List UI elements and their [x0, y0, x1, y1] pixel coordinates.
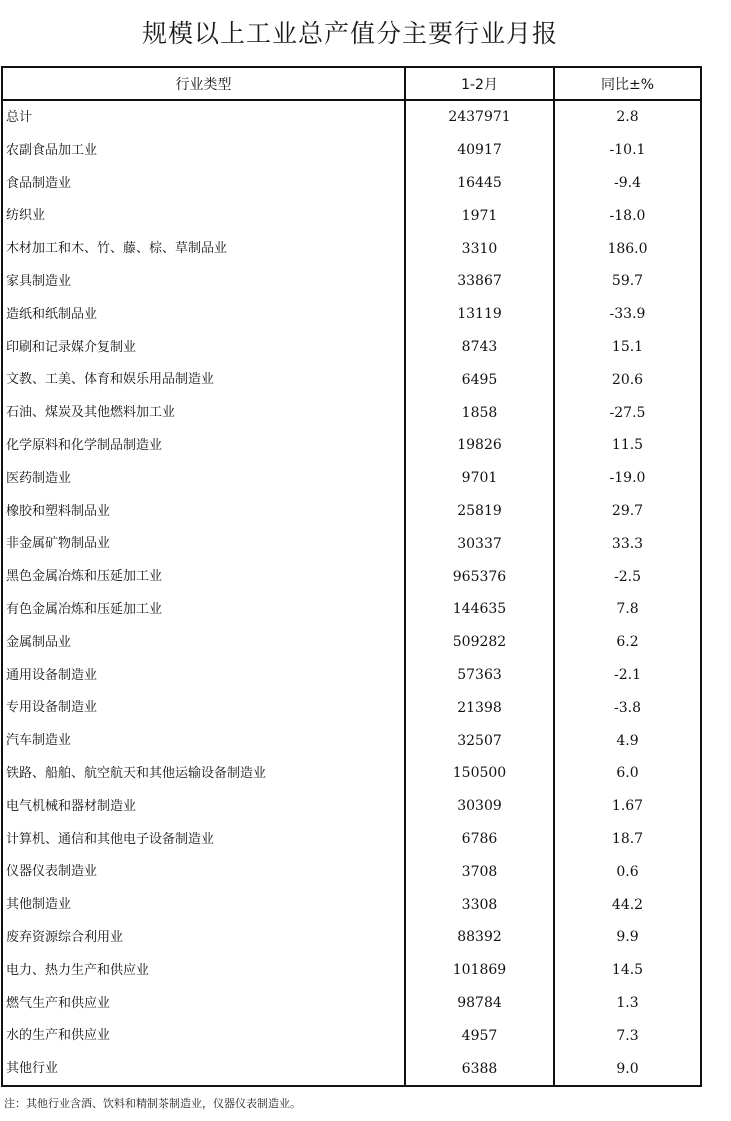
yoy-change-cell: 0.6 — [554, 855, 701, 888]
yoy-change-cell: 6.0 — [554, 757, 701, 790]
yoy-change-cell: -3.8 — [554, 691, 701, 724]
table-row — [2, 199, 701, 232]
table-row — [2, 462, 701, 495]
output-value-cell: 965376 — [405, 560, 554, 593]
page-title: 规模以上工业总产值分主要行业月报 — [141, 19, 558, 48]
table-row — [2, 1052, 701, 1086]
industry-output-table — [1, 66, 702, 1087]
yoy-change-cell: 33.3 — [554, 527, 701, 560]
yoy-change-cell: -33.9 — [554, 298, 701, 331]
output-value-cell: 3308 — [405, 888, 554, 921]
output-value-cell: 9701 — [405, 462, 554, 495]
output-value-cell: 6786 — [405, 823, 554, 856]
output-value-cell: 150500 — [405, 757, 554, 790]
yoy-change-cell: 1.3 — [554, 987, 701, 1020]
yoy-change-cell: -2.5 — [554, 560, 701, 593]
table-row — [2, 855, 701, 888]
industry-name-cell: 纺织业 — [2, 199, 405, 232]
table-row — [2, 593, 701, 626]
industry-name-cell: 总计 — [2, 100, 405, 134]
yoy-change-cell: 15.1 — [554, 331, 701, 364]
table-row — [2, 790, 701, 823]
table-row — [2, 331, 701, 364]
output-value-cell: 144635 — [405, 593, 554, 626]
table-row — [2, 888, 701, 921]
output-value-cell: 19826 — [405, 429, 554, 462]
header-period: 1-2月 — [405, 67, 554, 100]
table-row — [2, 921, 701, 954]
yoy-change-cell: -19.0 — [554, 462, 701, 495]
yoy-change-cell: 7.8 — [554, 593, 701, 626]
output-value-cell: 21398 — [405, 691, 554, 724]
table-row — [2, 298, 701, 331]
industry-name-cell: 非金属矿物制品业 — [2, 527, 405, 560]
table-row — [2, 757, 701, 790]
output-value-cell: 1971 — [405, 199, 554, 232]
output-value-cell: 98784 — [405, 987, 554, 1020]
output-value-cell: 6495 — [405, 363, 554, 396]
table-row — [2, 560, 701, 593]
output-value-cell: 32507 — [405, 724, 554, 757]
industry-name-cell: 有色金属冶炼和压延加工业 — [2, 593, 405, 626]
output-value-cell: 101869 — [405, 954, 554, 987]
output-value-cell: 1858 — [405, 396, 554, 429]
table-row — [2, 527, 701, 560]
footnote: 注：其他行业含酒、饮料和精制茶制造业，仪器仪表制造业。 — [4, 1097, 301, 1110]
industry-name-cell: 石油、煤炭及其他燃料加工业 — [2, 396, 405, 429]
output-value-cell: 3310 — [405, 232, 554, 265]
output-value-cell: 16445 — [405, 167, 554, 200]
table-row — [2, 659, 701, 692]
industry-name-cell: 化学原料和化学制品制造业 — [2, 429, 405, 462]
industry-name-cell: 其他行业 — [2, 1052, 405, 1086]
yoy-change-cell: -27.5 — [554, 396, 701, 429]
header-yoy-change: 同比±% — [554, 67, 701, 100]
industry-name-cell: 金属制品业 — [2, 626, 405, 659]
yoy-change-cell: 29.7 — [554, 495, 701, 528]
output-value-cell: 57363 — [405, 659, 554, 692]
output-value-cell: 33867 — [405, 265, 554, 298]
yoy-change-cell: -2.1 — [554, 659, 701, 692]
table-row — [2, 363, 701, 396]
table-row — [2, 167, 701, 200]
table-row — [2, 823, 701, 856]
industry-name-cell: 铁路、船舶、航空航天和其他运输设备制造业 — [2, 757, 405, 790]
yoy-change-cell: 20.6 — [554, 363, 701, 396]
output-value-cell: 8743 — [405, 331, 554, 364]
industry-name-cell: 印刷和记录媒介复制业 — [2, 331, 405, 364]
industry-name-cell: 废弃资源综合利用业 — [2, 921, 405, 954]
industry-name-cell: 电力、热力生产和供应业 — [2, 954, 405, 987]
industry-name-cell: 水的生产和供应业 — [2, 1019, 405, 1052]
yoy-change-cell: 18.7 — [554, 823, 701, 856]
table-row — [2, 691, 701, 724]
industry-name-cell: 食品制造业 — [2, 167, 405, 200]
table-row — [2, 429, 701, 462]
output-value-cell: 25819 — [405, 495, 554, 528]
yoy-change-cell: 6.2 — [554, 626, 701, 659]
output-value-cell: 88392 — [405, 921, 554, 954]
industry-name-cell: 燃气生产和供应业 — [2, 987, 405, 1020]
yoy-change-cell: 4.9 — [554, 724, 701, 757]
industry-name-cell: 电气机械和器材制造业 — [2, 790, 405, 823]
industry-name-cell: 汽车制造业 — [2, 724, 405, 757]
yoy-change-cell: -18.0 — [554, 199, 701, 232]
yoy-change-cell: 7.3 — [554, 1019, 701, 1052]
table-row — [2, 232, 701, 265]
yoy-change-cell: 11.5 — [554, 429, 701, 462]
yoy-change-cell: -10.1 — [554, 134, 701, 167]
yoy-change-cell: 2.8 — [554, 100, 701, 134]
output-value-cell: 2437971 — [405, 100, 554, 134]
table-row — [2, 100, 701, 134]
table-row — [2, 987, 701, 1020]
table-row — [2, 1019, 701, 1052]
industry-name-cell: 黑色金属冶炼和压延加工业 — [2, 560, 405, 593]
industry-name-cell: 造纸和纸制品业 — [2, 298, 405, 331]
industry-name-cell: 仪器仪表制造业 — [2, 855, 405, 888]
yoy-change-cell: -9.4 — [554, 167, 701, 200]
table-row — [2, 954, 701, 987]
industry-name-cell: 通用设备制造业 — [2, 659, 405, 692]
table-row — [2, 495, 701, 528]
table-row — [2, 265, 701, 298]
industry-name-cell: 橡胶和塑料制品业 — [2, 495, 405, 528]
output-value-cell: 6388 — [405, 1052, 554, 1086]
yoy-change-cell: 9.9 — [554, 921, 701, 954]
header-industry-type: 行业类型 — [2, 67, 405, 100]
yoy-change-cell: 14.5 — [554, 954, 701, 987]
yoy-change-cell: 44.2 — [554, 888, 701, 921]
output-value-cell: 509282 — [405, 626, 554, 659]
industry-name-cell: 家具制造业 — [2, 265, 405, 298]
industry-name-cell: 文教、工美、体育和娱乐用品制造业 — [2, 363, 405, 396]
output-value-cell: 30337 — [405, 527, 554, 560]
output-value-cell: 40917 — [405, 134, 554, 167]
output-value-cell: 13119 — [405, 298, 554, 331]
yoy-change-cell: 59.7 — [554, 265, 701, 298]
industry-name-cell: 专用设备制造业 — [2, 691, 405, 724]
table-row — [2, 134, 701, 167]
table-row — [2, 626, 701, 659]
table-header-row — [2, 67, 701, 100]
table-row — [2, 724, 701, 757]
yoy-change-cell: 9.0 — [554, 1052, 701, 1086]
yoy-change-cell: 186.0 — [554, 232, 701, 265]
output-value-cell: 3708 — [405, 855, 554, 888]
industry-name-cell: 其他制造业 — [2, 888, 405, 921]
industry-name-cell: 医药制造业 — [2, 462, 405, 495]
industry-name-cell: 计算机、通信和其他电子设备制造业 — [2, 823, 405, 856]
output-value-cell: 30309 — [405, 790, 554, 823]
table-body — [2, 100, 701, 1086]
industry-name-cell: 木材加工和木、竹、藤、棕、草制品业 — [2, 232, 405, 265]
industry-name-cell: 农副食品加工业 — [2, 134, 405, 167]
yoy-change-cell: 1.67 — [554, 790, 701, 823]
output-value-cell: 4957 — [405, 1019, 554, 1052]
table-row — [2, 396, 701, 429]
